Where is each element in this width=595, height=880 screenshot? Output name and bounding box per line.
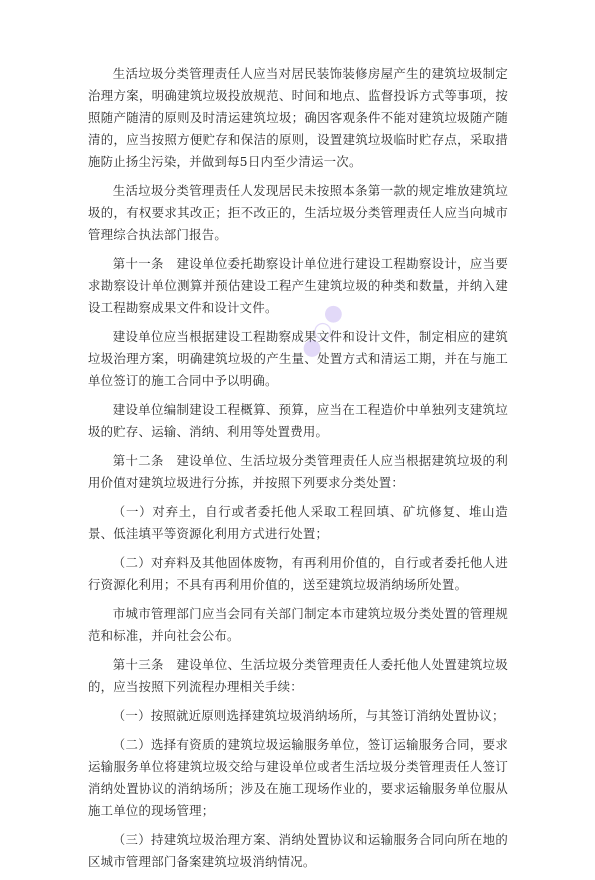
paragraph: 建设单位应当根据建设工程勘察成果文件和设计文件，制定相应的建筑垃圾治理方案，明确建筑垃圾的产生量、处置方式和清运工期，并在与施工单位签订的施工合同中予以明确。 (88, 329, 508, 388)
list-item: （一）对弃土，自行或者委托他人采取工程回填、矿坑修复、堆山造景、低洼填平等资源化利用方式进行处置； (88, 504, 508, 541)
paragraph: 市城市管理部门应当会同有关部门制定本市建筑垃圾分类处置的管理规范和标准，并向社会公布。 (88, 606, 508, 643)
list-item: （三）持建筑垃圾治理方案、消纳处置协议和运输服务合同向所在地的区城市管理部门备案建筑垃圾消纳情况。 (88, 832, 508, 869)
watermark: ●○● (295, 298, 349, 363)
article-13-paragraph: 第十三条 建设单位、生活垃圾分类管理责任人委托他人处置建筑垃圾的，应当按照下列流程办理相关手续： (88, 657, 508, 694)
document-body (88, 63, 508, 880)
list-item: （二）选择有资质的建筑垃圾运输服务单位，签订运输服务合同，要求运输服务单位将建筑垃圾交给与建设单位或者生活垃圾分类管理责任人签订消纳处置协议的消纳场所；涉及在施工现场作业的，要求运输服务单位服从施工单位的现场管理； (88, 737, 508, 818)
list-item: （一）按照就近原则选择建筑垃圾消纳场所，与其签订消纳处置协议； (112, 708, 505, 723)
article-12-paragraph: 第十二条 建设单位、生活垃圾分类管理责任人应当根据建筑垃圾的利用价值对建筑垃圾进行分拣，并按照下列要求分类处置： (88, 453, 508, 490)
paragraph: 生活垃圾分类管理责任人应当对居民装饰装修房屋产生的建筑垃圾制定治理方案，明确建筑垃圾投放规范、时间和地点、监督投诉方式等事项，按照随产随清的原则及时清运建筑垃圾；确因客观条件不能对建筑垃圾随产随清的，应当按照方便贮存和保洁的原则，设置建筑垃圾临时贮存点，采取措施防止扬尘污染，并做到每5日内至少清运一次。 (88, 66, 508, 169)
list-item: （二）对弃料及其他固体废物，有再利用价值的，自行或者委托他人进行资源化利用；不具有再利用价值的，送至建筑垃圾消纳场所处置。 (88, 555, 508, 592)
paragraph: 建设单位编制建设工程概算、预算，应当在工程造价中单独列支建筑垃圾的贮存、运输、消纳、利用等处置费用。 (88, 402, 508, 439)
article-11-paragraph: 第十一条 建设单位委托勘察设计单位进行建设工程勘察设计，应当要求勘察设计单位测算并预估建设工程产生建筑垃圾的种类和数量，并纳入建设工程勘察成果文件和设计文件。 (88, 256, 508, 315)
paragraph: 生活垃圾分类管理责任人发现居民未按照本条第一款的规定堆放建筑垃圾的，有权要求其改正；拒不改正的，生活垃圾分类管理责任人应当向城市管理综合执法部门报告。 (88, 183, 508, 242)
